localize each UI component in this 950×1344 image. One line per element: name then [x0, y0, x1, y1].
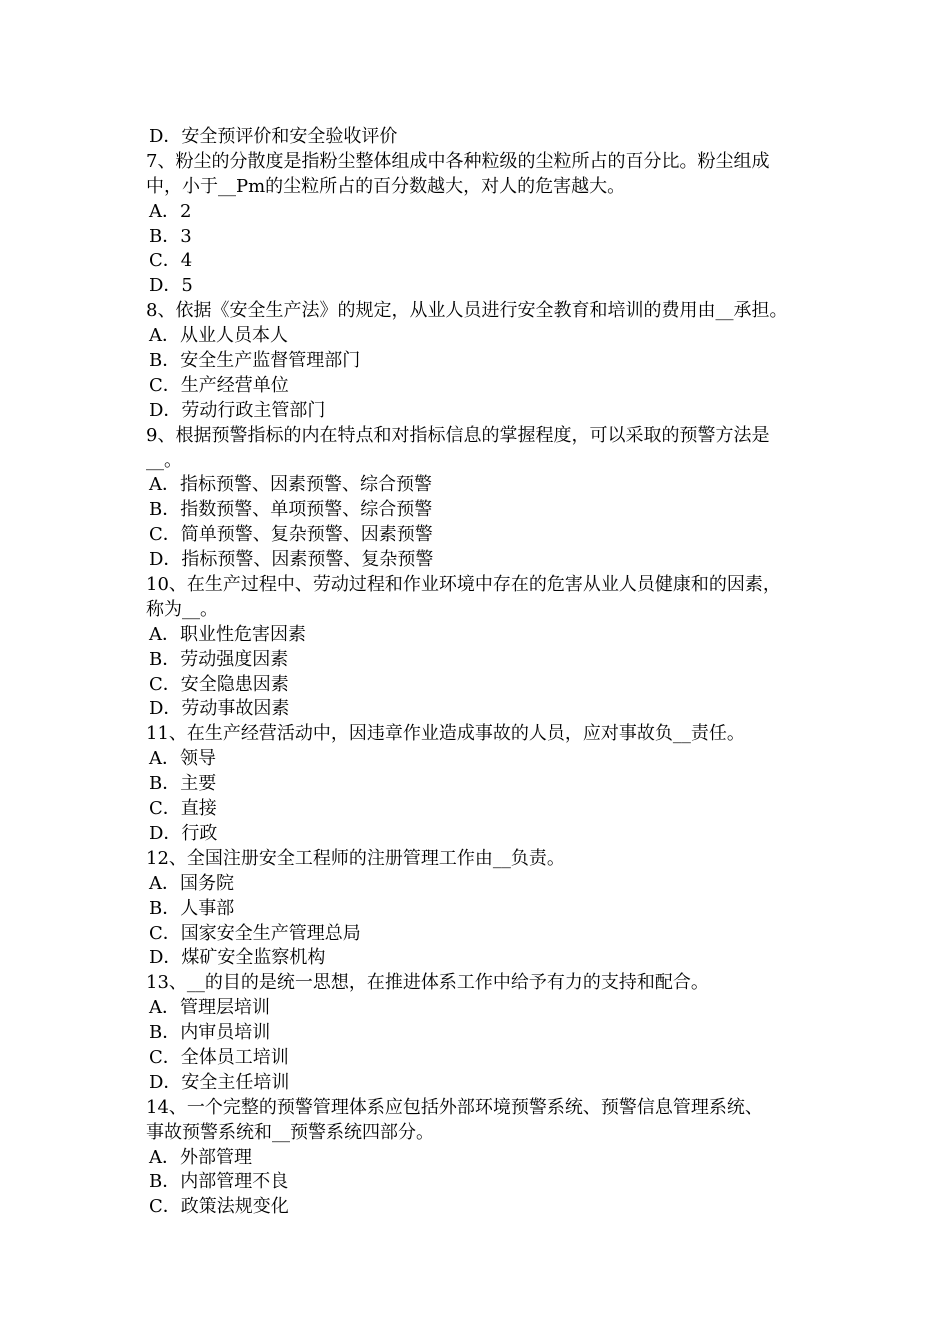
option-line: B．指数预警、单项预警、综合预警 — [149, 499, 433, 521]
option-line: B．劳动强度因素 — [149, 648, 289, 670]
option-line: D．安全主任培训 — [149, 1071, 290, 1093]
question-line: 13、__的目的是统一思想，在推进体系工作中给予有力的支持和配合。 — [146, 972, 709, 994]
option-line: C．生产经营单位 — [149, 374, 289, 396]
question-line: 10、在生产过程中、劳动过程和作业环境中存在的危害从业人员健康和的因素， — [146, 574, 781, 596]
option-line: C．政策法规变化 — [149, 1196, 289, 1218]
option-line: A．管理层培训 — [149, 997, 270, 1019]
option-line: A．从业人员本人 — [149, 325, 288, 347]
option-line: C．全体员工培训 — [149, 1046, 289, 1068]
option-line: A．国务院 — [149, 872, 234, 894]
option-line: D．指标预警、因素预警、复杂预警 — [149, 549, 434, 571]
question-line: 称为__。 — [146, 598, 218, 620]
option-line: C．直接 — [149, 798, 217, 820]
option-line: B．主要 — [149, 773, 217, 795]
option-line: A．外部管理 — [149, 1146, 252, 1168]
question-line: 14、一个完整的预警管理体系应包括外部环境预警系统、预警信息管理系统、 — [146, 1096, 763, 1118]
question-line: 8、依据《安全生产法》的规定，从业人员进行安全教育和培训的费用由__承担。 — [146, 300, 788, 322]
option-line: B．人事部 — [149, 897, 235, 919]
option-line: B．内审员培训 — [149, 1022, 271, 1044]
option-line: A．职业性危害因素 — [149, 623, 306, 645]
option-line: D．5 — [149, 275, 193, 297]
option-line: C．安全隐患因素 — [149, 673, 289, 695]
option-line: C．国家安全生产管理总局 — [149, 922, 361, 944]
option-line: B．3 — [149, 225, 192, 247]
option-line: C．简单预警、复杂预警、因素预警 — [149, 524, 433, 546]
option-line: C．4 — [149, 250, 193, 272]
option-line: D．劳动行政主管部门 — [149, 399, 326, 421]
option-line: D．行政 — [149, 822, 218, 844]
question-line: 9、根据预警指标的内在特点和对指标信息的掌握程度，可以采取的预警方法是 — [146, 424, 770, 446]
question-line: 事故预警系统和__预警系统四部分。 — [146, 1121, 434, 1143]
option-line: A．领导 — [149, 748, 216, 770]
question-line: 11、在生产经营活动中，因违章作业造成事故的人员，应对事故负__责任。 — [146, 723, 745, 745]
option-line: D．煤矿安全监察机构 — [149, 947, 326, 969]
question-line: 中，小于__Pm的尘粒所占的百分数越大，对人的危害越大。 — [146, 175, 626, 197]
option-line: D．劳动事故因素 — [149, 698, 290, 720]
document-page — [146, 125, 826, 1220]
option-line: A．指标预警、因素预警、综合预警 — [149, 474, 432, 496]
option-line: B．内部管理不良 — [149, 1171, 289, 1193]
question-line: 7、粉尘的分散度是指粉尘整体组成中各种粒级的尘粒所占的百分比。粉尘组成 — [146, 150, 770, 172]
question-line: 12、全国注册安全工程师的注册管理工作由__负责。 — [146, 847, 565, 869]
option-line: A．2 — [149, 200, 192, 222]
option-line: B．安全生产监督管理部门 — [149, 350, 361, 372]
question-line: __。 — [146, 449, 182, 471]
option-line: D．安全预评价和安全验收评价 — [149, 126, 398, 147]
